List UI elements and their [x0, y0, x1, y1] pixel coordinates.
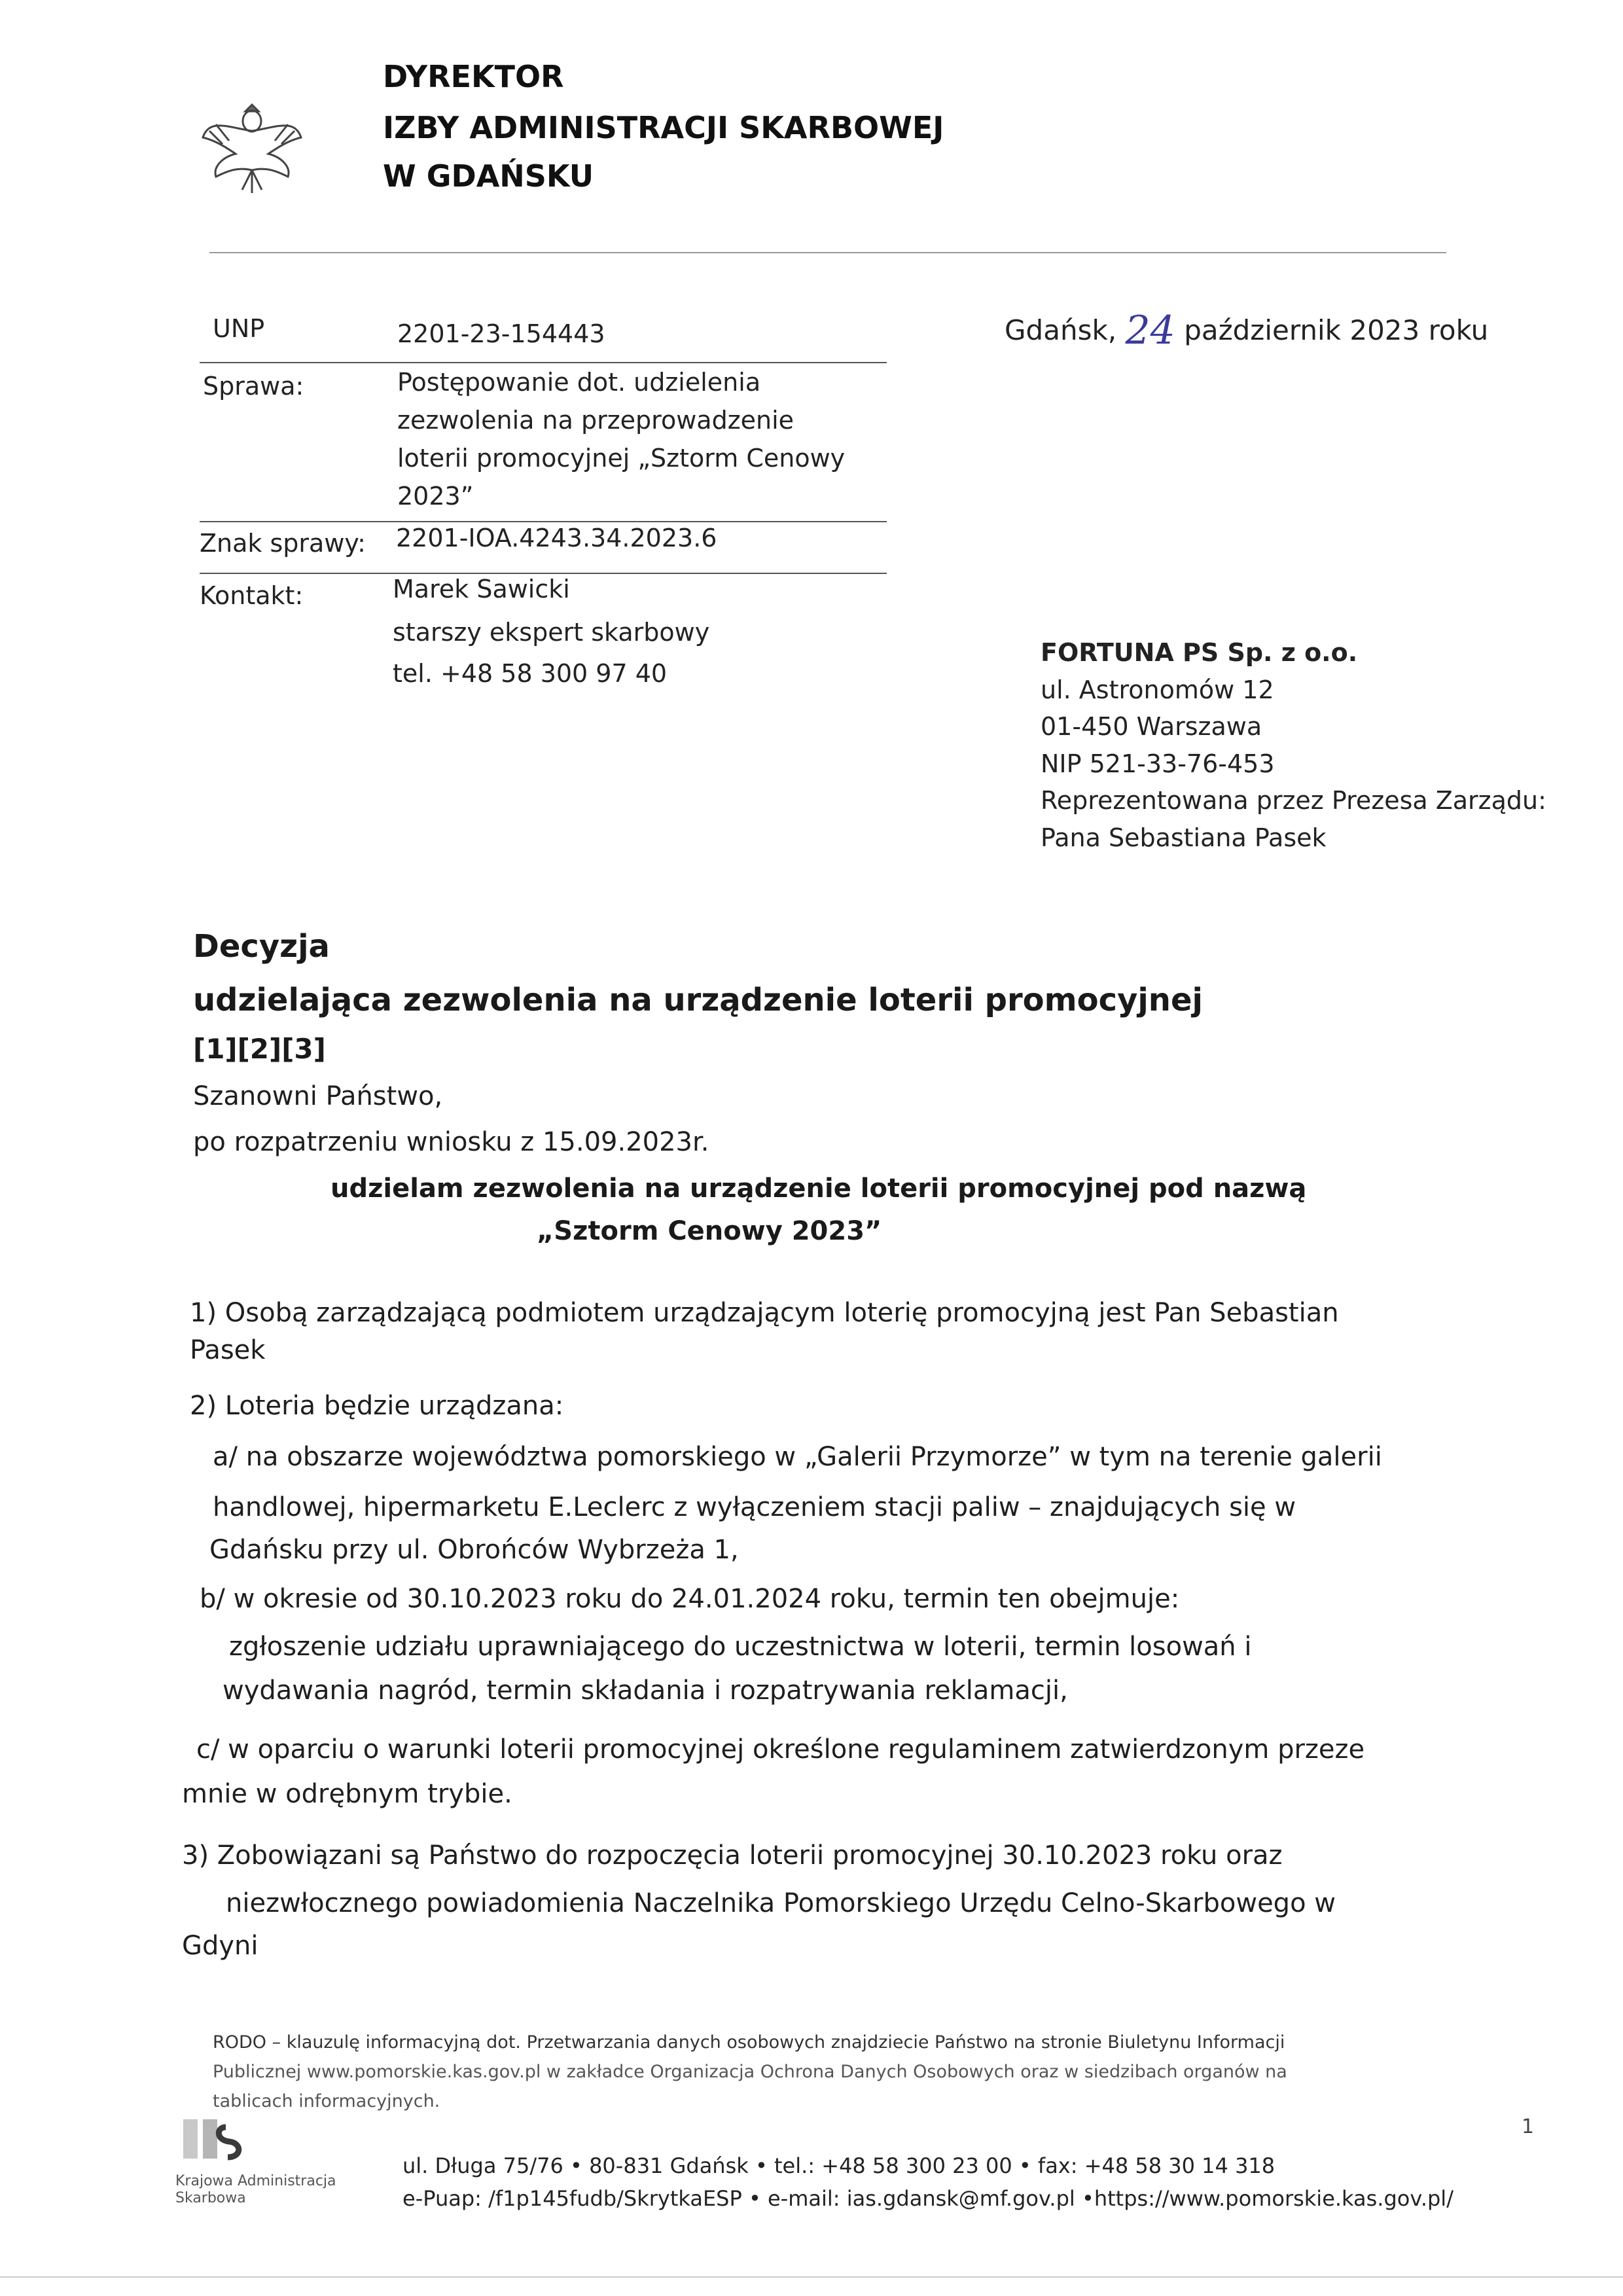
- salutation: Szanowni Państwo,: [193, 1081, 443, 1111]
- date-day-handwritten: 24: [1125, 308, 1175, 353]
- header-divider: [209, 252, 1446, 253]
- item-2c-line-2: mnie w odrębnym trybie.: [182, 1779, 512, 1809]
- item-2b-line-3: wydawania nagród, termin składania i rozpatrywania reklamacji,: [223, 1676, 1068, 1706]
- decision-title: Decyzja: [193, 928, 330, 965]
- sprawa-value-line1: Postępowanie dot. udzielenia: [397, 368, 761, 397]
- sprawa-label: Sprawa:: [203, 372, 304, 401]
- kontakt-phone: tel. +48 58 300 97 40: [393, 659, 668, 688]
- recipient-city: 01-450 Warszawa: [1041, 712, 1262, 741]
- znak-sprawy-value: 2201-IOA.4243.34.2023.6: [396, 524, 717, 552]
- date-place: Gdańsk,: [1005, 314, 1117, 346]
- case-table-rule-3: [200, 573, 887, 574]
- case-table-rule-1: [200, 362, 887, 363]
- recipient-name: FORTUNA PS Sp. z o.o.: [1041, 638, 1358, 667]
- item-3-line-1: 3) Zobowiązani są Państwo do rozpoczęcia loterii promocyjnej 30.10.2023 roku oraz: [182, 1840, 1283, 1871]
- sprawa-value-line3: loterii promocyjnej „Sztorm Cenowy: [397, 444, 846, 473]
- footer-address: ul. Długa 75/76 • 80-831 Gdańsk • tel.: +48 58 300 23 00 • fax: +48 58 30 14 318: [402, 2153, 1275, 2178]
- item-2a-line-3: Gdańsku przy ul. Obrońców Wybrzeża 1,: [209, 1535, 739, 1565]
- recipient-person: Pana Sebastiana Pasek: [1041, 823, 1327, 852]
- kontakt-label: Kontakt:: [200, 581, 304, 610]
- item-1-line-1: 1) Osobą zarządzającą podmiotem urządzającym loterię promocyjną jest Pan Sebastian: [190, 1298, 1339, 1328]
- kas-logo-text-1: Krajowa Administracja: [175, 2173, 336, 2189]
- grant-line-1: udzielam zezwolenia na urządzenie loterii promocyjnej pod nazwą: [330, 1174, 1307, 1204]
- recipient-street: ul. Astronomów 12: [1041, 675, 1274, 704]
- case-table-rule-2: [200, 521, 887, 522]
- rodo-line-2: Publicznej www.pomorskie.kas.gov.pl w zakładce Organizacja Ochrona Danych Osobowych oraz w siedzibach organów na: [213, 2062, 1287, 2082]
- authority-title-line3: W GDAŃSKU: [383, 158, 594, 194]
- item-2: 2) Loteria będzie urządzana:: [190, 1391, 564, 1421]
- kas-logo-icon: [177, 2114, 268, 2166]
- authority-title-line1: DYREKTOR: [383, 59, 564, 94]
- unp-label: UNP: [213, 314, 265, 343]
- rodo-line-3: tablicach informacyjnych.: [213, 2091, 440, 2111]
- item-3-line-2: niezwłocznego powiadomienia Naczelnika Pomorskiego Urzędu Celno-Skarbowego w: [226, 1888, 1336, 1918]
- unp-value: 2201-23-154443: [397, 319, 605, 348]
- item-1-line-2: Pasek: [190, 1335, 266, 1365]
- item-3-line-3: Gdyni: [182, 1931, 259, 1961]
- recipient-representative: Reprezentowana przez Prezesa Zarządu:: [1041, 786, 1546, 815]
- sprawa-value-line4: 2023”: [397, 482, 474, 511]
- date-month-year: październik 2023 roku: [1184, 314, 1489, 346]
- item-2a-line-1: a/ na obszarze województwa pomorskiego w „Galerii Przymorze” w tym na terenie galerii: [213, 1442, 1382, 1472]
- kontakt-position: starszy ekspert skarbowy: [393, 618, 710, 647]
- recipient-nip: NIP 521-33-76-453: [1041, 749, 1275, 778]
- item-2b-line-2: zgłoszenie udziału uprawniającego do uczestnictwa w loterii, termin losowań i: [229, 1632, 1252, 1662]
- decision-subtitle: udzielająca zezwolenia na urządzenie loterii promocyjnej: [193, 982, 1203, 1018]
- item-2b-line-1: b/ w okresie od 30.10.2023 roku do 24.01.2024 roku, termin ten obejmuje:: [200, 1584, 1180, 1614]
- znak-sprawy-label: Znak sprawy:: [200, 529, 366, 558]
- authority-title-line2: IZBY ADMINISTRACJI SKARBOWEJ: [383, 110, 944, 145]
- item-2a-line-2: handlowej, hipermarketu E.Leclerc z wyłączeniem stacji paliw – znajdujących się w: [213, 1492, 1296, 1522]
- intro-line: po rozpatrzeniu wniosku z 15.09.2023r.: [193, 1127, 709, 1157]
- sprawa-value-line2: zezwolenia na przeprowadzenie: [397, 406, 794, 435]
- rodo-line-1: RODO – klauzulę informacyjną dot. Przetwarzania danych osobowych znajdziecie Państwo na stronie Biuletynu Informacji: [213, 2032, 1285, 2053]
- kontakt-name: Marek Sawicki: [393, 575, 570, 603]
- footer-epuap: e-Puap: /f1p145fudb/SkrytkaESP • e-mail: ias.gdansk@mf.gov.pl •https://www.pomorskie.kas.gov.pl/: [402, 2186, 1454, 2211]
- page-number: 1: [1522, 2115, 1535, 2138]
- bottom-scan-edge: [0, 2276, 1623, 2278]
- item-2c-line-1: c/ w oparciu o warunki loterii promocyjnej określone regulaminem zatwierdzonym przeze: [196, 1734, 1365, 1765]
- date-line: [1005, 308, 1488, 353]
- kas-logo-text-2: Skarbowa: [175, 2190, 246, 2206]
- decision-refs: [1][2][3]: [193, 1033, 326, 1065]
- polish-eagle-emblem-icon: [196, 92, 308, 203]
- grant-line-2: „Sztorm Cenowy 2023”: [537, 1216, 882, 1246]
